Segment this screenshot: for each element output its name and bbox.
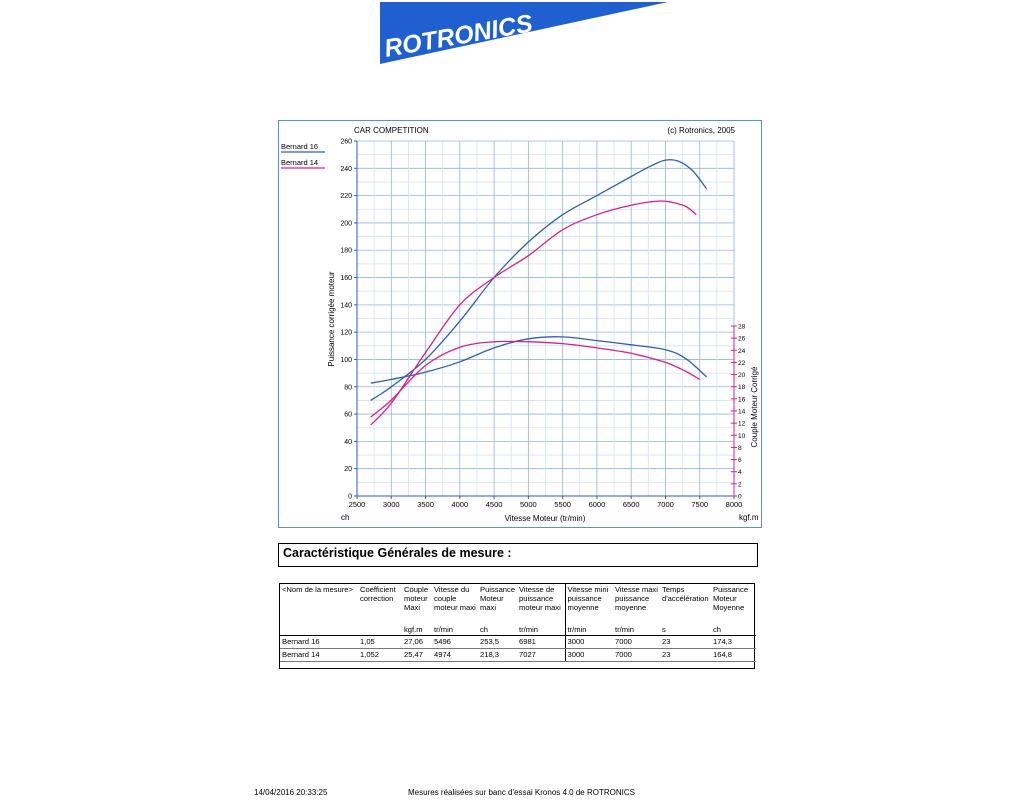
x-tick-label: 4500: [485, 500, 503, 509]
table-cell: 1,05: [358, 636, 402, 649]
footer-note: Mesures réalisées sur banc d'essai Kronos 4.0 de ROTRONICS: [408, 788, 635, 797]
right-unit-label: kgf.m: [739, 513, 759, 522]
x-tick-label: 2500: [348, 500, 366, 509]
table-header-cell: Coefficient correction: [360, 585, 396, 603]
table-cell: 4974: [432, 649, 478, 662]
table-header-cell: Vitesse du couple moteur maxi: [434, 585, 476, 612]
table-cell: 23: [660, 636, 711, 649]
series: [371, 160, 707, 425]
table-header-cell: Vitesse mini puissance moyenne: [565, 584, 613, 624]
table-header-cell: Vitesse de puissance moteur maxi: [519, 585, 561, 612]
y-right-tick-label: 14: [738, 408, 746, 416]
x-axis-label: Vitesse Moteur (tr/min): [504, 514, 586, 523]
x-tick-label: 6500: [622, 500, 640, 509]
x-tick-label: 4000: [451, 500, 469, 509]
table-unit-cell: [280, 624, 358, 636]
y-left-tick-label: 180: [340, 247, 352, 255]
y-right-tick-label: 20: [738, 372, 746, 380]
table-unit-cell: tr/min: [565, 624, 613, 636]
y-left-tick-label: 80: [344, 384, 352, 392]
table-cell: Bernard 16: [280, 636, 358, 649]
power-line-bernard-14: [371, 201, 697, 425]
chart-copyright: (c) Rotronics, 2005: [667, 126, 735, 135]
y-right-tick-label: 22: [738, 359, 746, 367]
y-right-tick-label: 28: [738, 323, 746, 331]
y-right-tick-label: 26: [738, 335, 746, 343]
table-row: [280, 649, 756, 662]
table-cell: 7000: [613, 636, 660, 649]
table-cell: 5496: [432, 636, 478, 649]
table-cell: 23: [660, 649, 711, 662]
y-left-tick-label: 140: [340, 302, 352, 310]
y-right-tick-label: 0: [738, 493, 742, 501]
x-tick-label: 7000: [657, 500, 674, 509]
brand-logo: ROTRONICS: [382, 9, 535, 63]
table-cell: Bernard 14: [280, 649, 358, 662]
y-right-axis-label: Couple Moteur Corrigé: [750, 366, 759, 448]
y-left-tick-label: 120: [340, 329, 352, 337]
y-right-tick-label: 18: [738, 384, 746, 392]
y-left-tick-label: 100: [340, 356, 352, 364]
table-unit-cell: tr/min: [517, 624, 565, 636]
table-cell: 164,8: [711, 649, 756, 662]
x-tick-label: 7500: [691, 500, 709, 509]
table-header-cell: Puissance Moteur maxi: [480, 585, 516, 612]
y-right-tick-label: 16: [738, 396, 746, 404]
x-tick-label: 5500: [554, 500, 571, 509]
y-left-tick-label: 200: [340, 220, 352, 228]
y-left-tick-label: 160: [340, 275, 352, 283]
measurement-table: [279, 583, 755, 669]
table-cell: 6981: [517, 636, 565, 649]
table-cell: 25,47: [402, 649, 432, 662]
table-header-row: [280, 584, 756, 624]
section-title: Caractéristique Générales de mesure :: [278, 543, 758, 567]
table-unit-cell: tr/min: [613, 624, 660, 636]
y-left-tick-label: 20: [344, 466, 352, 474]
y-right-tick-label: 24: [738, 347, 746, 355]
y-right-tick-label: 12: [738, 420, 746, 428]
footer-date: 14/04/2016 20:33:25: [254, 788, 328, 797]
y-right-tick-label: 10: [738, 432, 746, 440]
table-unit-cell: tr/min: [432, 624, 478, 636]
y-left-tick-label: 0: [348, 493, 352, 501]
legend-entry-label: Bernard 16: [281, 142, 319, 151]
table-unit-cell: [358, 624, 402, 636]
y-left-tick-label: 240: [340, 165, 352, 173]
x-tick-label: 8000: [725, 500, 743, 509]
table-header-cell: Temps d'accélération: [662, 585, 709, 603]
y-right-axis-ticks: [731, 324, 746, 501]
table-unit-cell: ch: [478, 624, 517, 636]
y-left-axis-label: Puissance corrigée moteur: [327, 271, 336, 367]
table-header-cell: Vitesse maxi puissance moyenne: [615, 585, 658, 612]
legend-entry-label: Bernard 14: [281, 158, 319, 167]
table-header-cell: Couple moteur Maxi: [404, 585, 429, 612]
table-cell: 3000: [565, 636, 613, 649]
chart-canvas: [279, 121, 761, 527]
table-unit-cell: kgf.m: [402, 624, 432, 636]
y-right-tick-label: 4: [738, 469, 742, 477]
legend: [281, 142, 325, 168]
x-axis-ticks: [348, 493, 743, 509]
y-right-tick-label: 8: [738, 444, 742, 452]
table-row: [280, 636, 756, 649]
table-cell: 7000: [613, 649, 660, 662]
brand-banner: [0, 0, 1024, 70]
y-left-tick-label: 40: [344, 438, 352, 446]
x-tick-label: 5000: [520, 500, 537, 509]
y-right-tick-label: 6: [738, 457, 742, 465]
grid: [357, 141, 734, 496]
x-tick-label: 3500: [417, 500, 434, 509]
table-cell: 3000: [565, 649, 613, 662]
table-header-cell: Puissance Moteur Moyenne: [713, 585, 749, 612]
y-left-tick-label: 220: [340, 193, 352, 201]
table-cell: 174,3: [711, 636, 756, 649]
torque-line-bernard-14: [371, 341, 700, 417]
x-tick-label: 6000: [588, 500, 606, 509]
table-units-row: [280, 624, 756, 636]
x-tick-label: 3000: [382, 500, 400, 509]
table-header-cell: <Nom de la mesure>: [282, 585, 353, 594]
power-torque-chart: [278, 120, 762, 528]
table-cell: 218,3: [478, 649, 517, 662]
y-left-tick-label: 260: [340, 138, 352, 146]
y-right-tick-label: 2: [738, 481, 742, 489]
table-unit-cell: s: [660, 624, 711, 636]
table-cell: 7027: [517, 649, 565, 662]
y-left-axis-ticks: [340, 139, 357, 501]
chart-title: CAR COMPETITION: [354, 126, 429, 135]
table-cell: 253,5: [478, 636, 517, 649]
y-left-tick-label: 60: [344, 411, 352, 419]
table-cell: 27,06: [402, 636, 432, 649]
left-unit-label: ch: [341, 513, 350, 522]
table-unit-cell: ch: [711, 624, 756, 636]
table-cell: 1,052: [358, 649, 402, 662]
